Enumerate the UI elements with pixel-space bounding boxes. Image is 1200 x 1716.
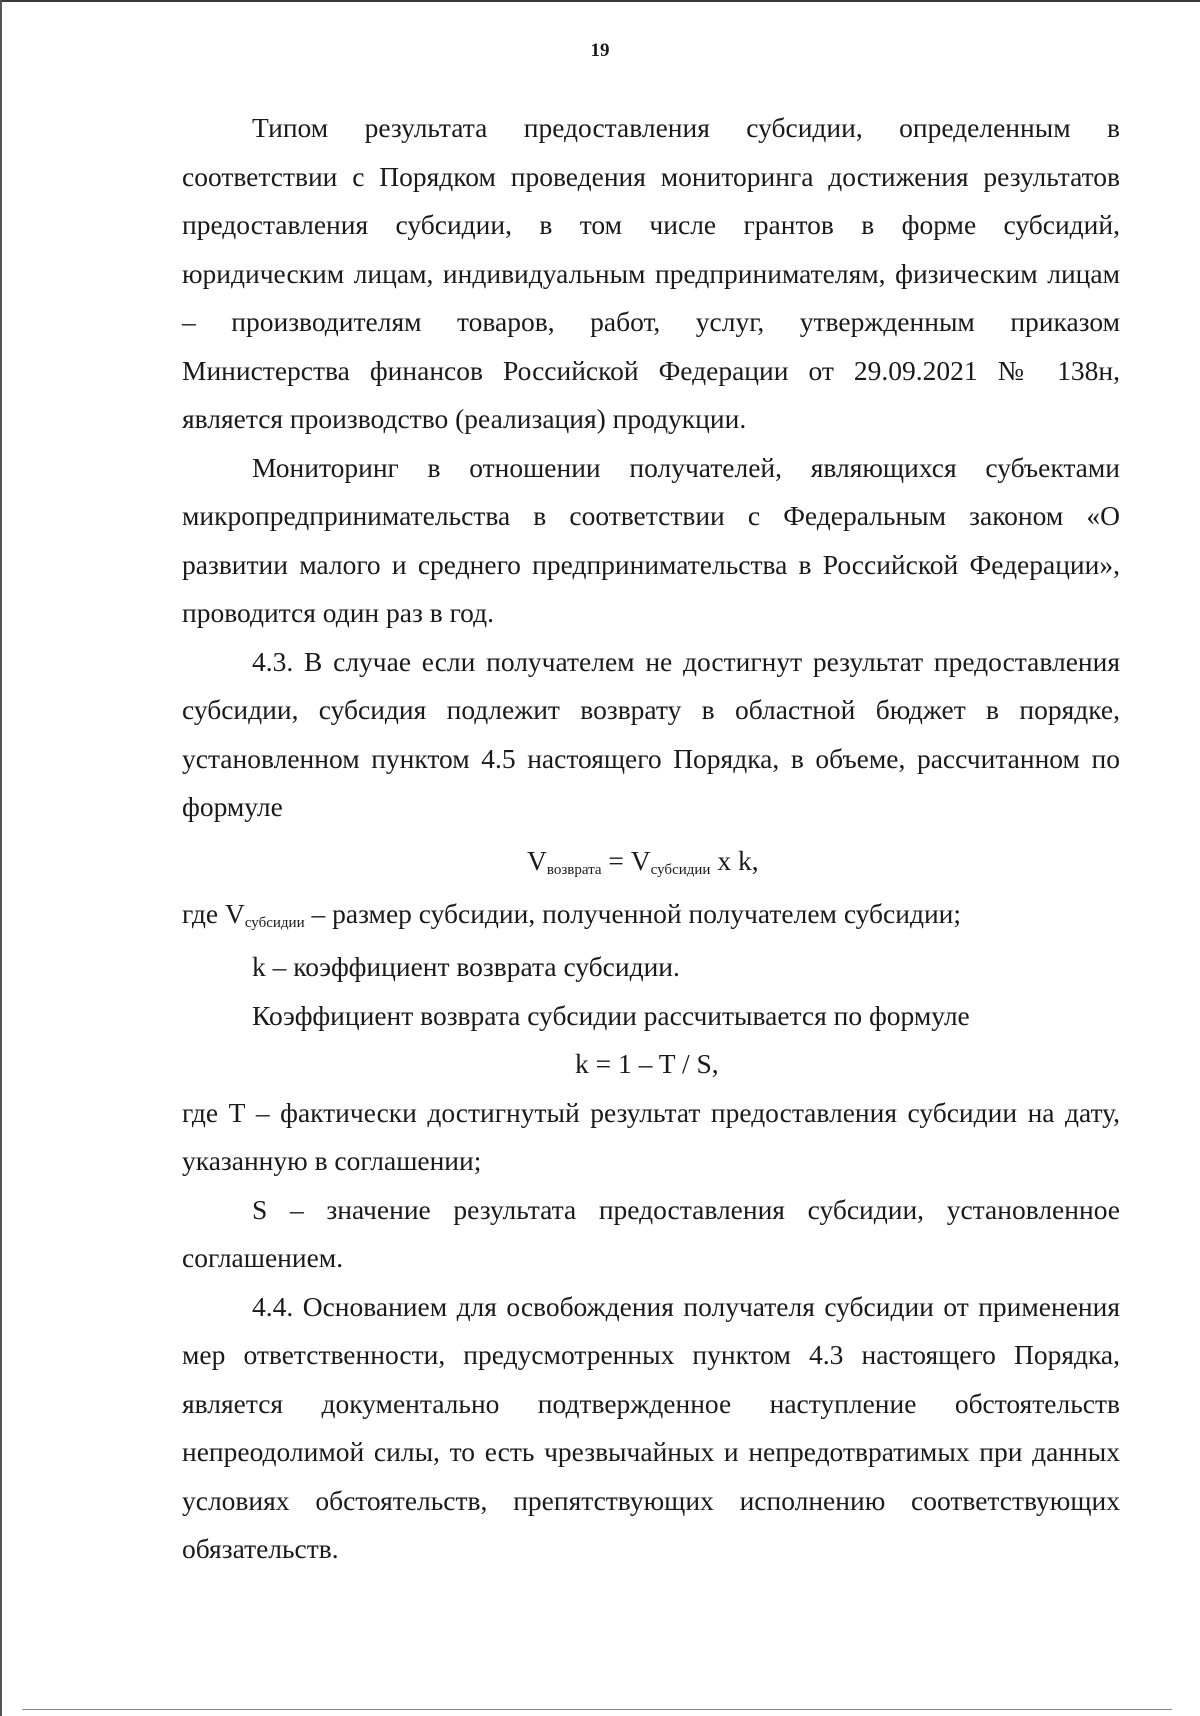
paragraph-monitoring: Мониторинг в отношении получателей, являющихся субъектами микропредпринимательства в соответствии с Федеральным законом «О развитии малого и среднего предпринимательства в Российской Федерации», проводится один раз в год.: [182, 451, 1120, 628]
formula-equals: =: [601, 844, 631, 876]
paragraph-4-3: 4.3. В случае если получателем не достигнут результат предоставления субсидии, субсидия подлежит возврату в областной бюджет в порядке, установленном пунктом 4.5 настоящего Порядка, в объеме, рассчитанном по формуле: [182, 645, 1120, 822]
formula-v-return: V: [527, 844, 547, 876]
document-body: [182, 104, 1120, 1574]
formula-v-subsidy: V: [630, 844, 651, 876]
paragraph-4-4: 4.4. Основанием для освобождения получателя субсидии от применения мер ответственности, предусмотренных пунктом 4.3 настоящего Порядка, является документально подтвержденное наступление обстоятельств непреодолимой силы, то есть чрезвычайных и непредотвратимых при данных условиях обстоятельств, препятствующих исполнению соответствующих обязательств.: [182, 1290, 1120, 1564]
formula-v-subsidy-sub: субсидии: [650, 861, 711, 878]
where-t-definition: где Т – фактически достигнутый результат предоставления субсидии на дату, указанную в соглашении;: [182, 1096, 1120, 1176]
scan-edge-left: [0, 0, 2, 1716]
k-formula-intro: Коэффициент возврата субсидии рассчитывается по формуле: [252, 999, 970, 1031]
where-v-rest: – размер субсидии, полученной получателем субсидии;: [304, 897, 962, 929]
where-v-subsidy: [182, 890, 1120, 944]
formula-tail: x k,: [710, 844, 759, 876]
where-v-prefix: где V: [182, 897, 245, 929]
s-definition: S – значение результата предоставления субсидии, установленное соглашением.: [182, 1193, 1120, 1273]
where-v-sub: субсидии: [244, 914, 305, 931]
paragraph-result-type: Типом результата предоставления субсидии, определенным в соответствии с Порядком проведения мониторинга достижения результатов предоставления субсидии, в том числе грантов в форме субсидий, юридическим лицам, индивидуальным предпринимателям, физическим лицам – производителям товаров, работ, услуг, утвержденным приказом Министерства финансов Российской Федерации от 29.09.2021 № 138н, является производство (реализация) продукции.: [182, 112, 1120, 434]
scan-edge-top: [0, 0, 1200, 2]
page-number: 19: [590, 40, 610, 61]
formula-v-return-sub: возврата: [546, 861, 602, 878]
scan-edge-bottom: [22, 1709, 1172, 1710]
k-definition: k – коэффициент возврата субсидии.: [252, 951, 680, 982]
formula-return-volume: [182, 832, 1120, 890]
formula-coefficient: k = 1 – T / S,: [575, 1048, 719, 1079]
